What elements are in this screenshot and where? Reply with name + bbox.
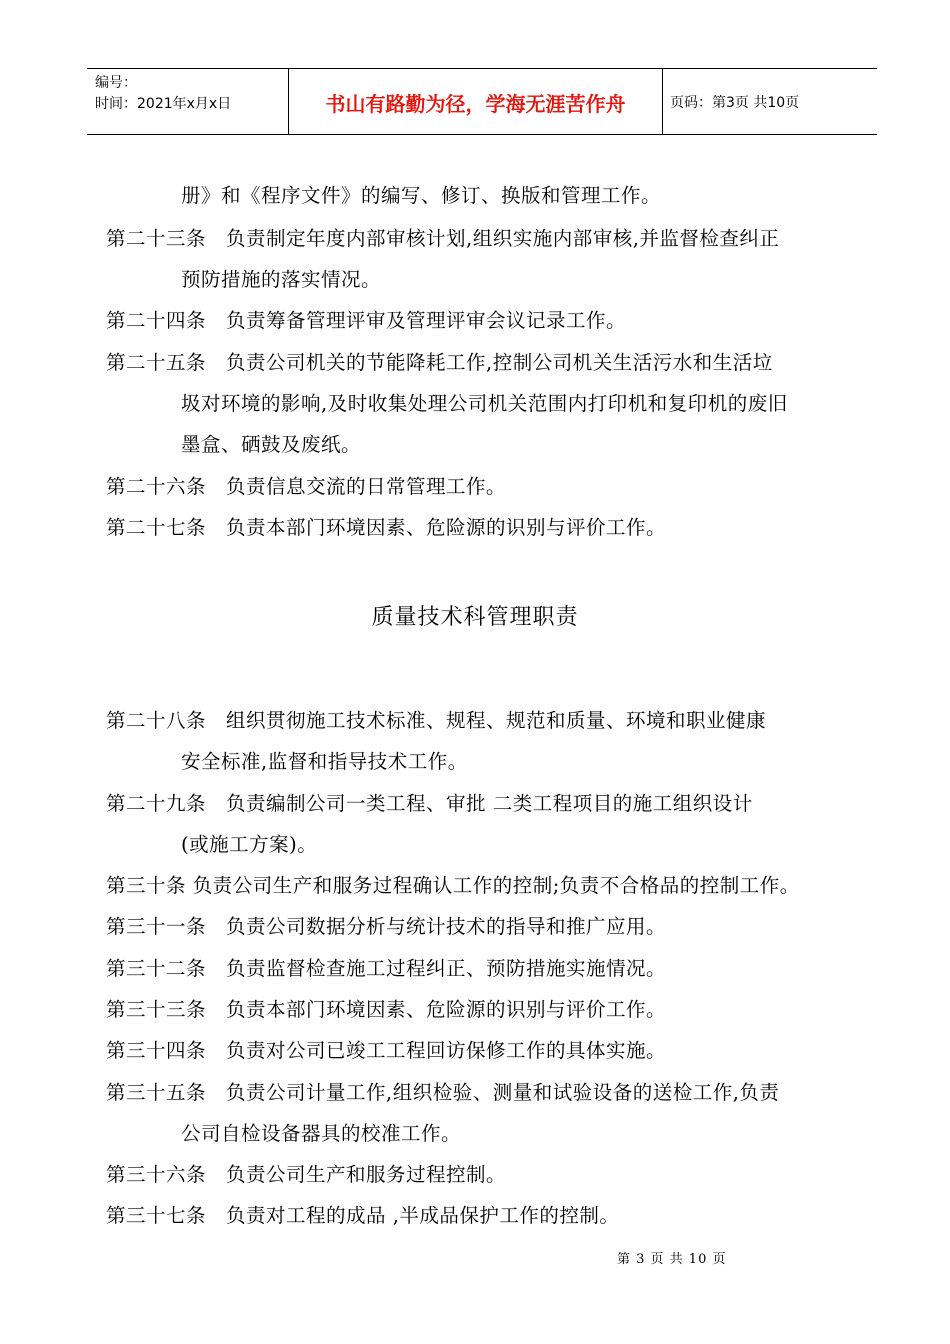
text-line: 第二十四条 负责筹备管理评审及管理评审会议记录工作。 (106, 309, 627, 332)
text-line: 安全标准,监督和指导技术工作。 (181, 750, 468, 773)
text-line: 第三十一条 负责公司数据分析与统计技术的指导和推广应用。 (106, 915, 667, 938)
text-line: 第二十三条 负责制定年度内部审核计划,组织实施内部审核,并监督检查纠正 (106, 227, 780, 250)
text-line: 第三十三条 负责本部门环境因素、危险源的识别与评价工作。 (106, 998, 667, 1021)
text-line: 册》和《程序文件》的编写、修订、换版和管理工作。 (181, 184, 662, 207)
text-line: 第三十七条 负责对工程的成品 ,半成品保护工作的控制。 (106, 1204, 620, 1227)
page-footer: 第 3 页 共 10 页 (617, 1252, 727, 1267)
text-line: 第二十六条 负责信息交流的日常管理工作。 (106, 475, 507, 498)
text-line: 第二十八条 组织贯彻施工技术标准、规程、规范和质量、环境和职业健康 (106, 709, 767, 732)
text-line: 第三十条 负责公司生产和服务过程确认工作的控制;负责不合格品的控制工作。 (106, 874, 800, 897)
text-line: 预防措施的落实情况。 (181, 268, 382, 291)
header-meta (95, 73, 290, 115)
text-line: 圾对环境的影响,及时收集处理公司机关范围内打印机和复印机的废旧 (181, 392, 788, 415)
header-number: 编号： (95, 75, 137, 91)
text-line: 第二十五条 负责公司机关的节能降耗工作,控制公司机关生活污水和生活垃 (106, 351, 773, 374)
text-line: 墨盒、硒鼓及废纸。 (181, 433, 362, 456)
text-line: 第三十六条 负责公司生产和服务过程控制。 (106, 1163, 507, 1186)
header-time: 时间：2021年x月x日 (95, 96, 232, 112)
header-motto: 书山有路勤为径，学海无涯苦作舟 (288, 69, 663, 135)
text-line: 第三十二条 负责监督检查施工过程纠正、预防措施实施情况。 (106, 957, 667, 980)
text-line: 第三十五条 负责公司计量工作,组织检验、测量和试验设备的送检工作,负责 (106, 1081, 780, 1104)
text-line: 第二十九条 负责编制公司一类工程、审批 二类工程项目的施工组织设计 (106, 792, 753, 815)
text-line: 第二十七条 负责本部门环境因素、危险源的识别与评价工作。 (106, 516, 667, 539)
page-header (87, 68, 877, 135)
section-title: 质量技术科管理职责 (371, 605, 579, 630)
header-page-number: 页码：第3页 共10页 (670, 95, 800, 111)
text-line: 公司自检设备器具的校准工作。 (181, 1122, 462, 1145)
text-line: (或施工方案)。 (181, 833, 318, 856)
text-line: 第三十四条 负责对公司已竣工工程回访保修工作的具体实施。 (106, 1039, 667, 1062)
